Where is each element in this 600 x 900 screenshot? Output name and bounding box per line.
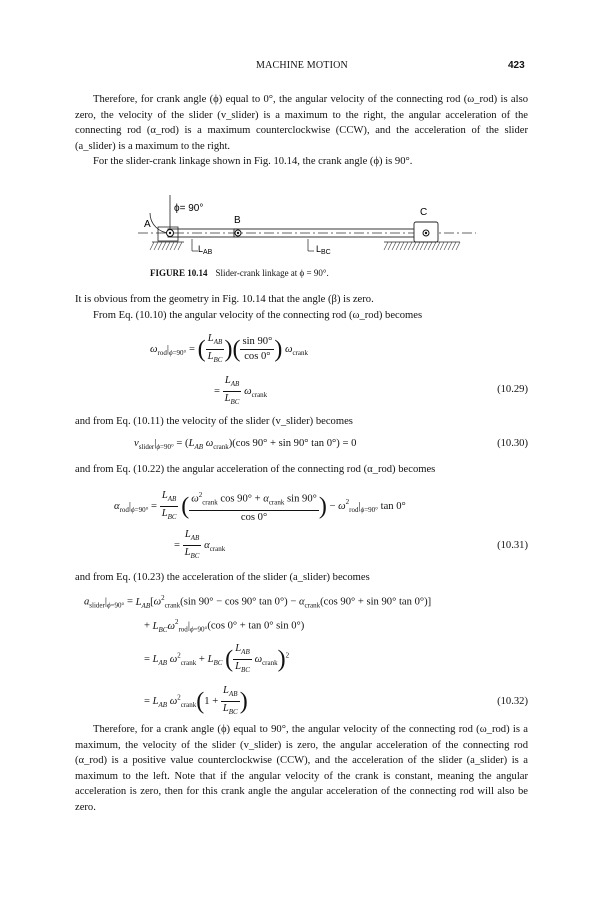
paragraph-8: Therefore, for a crank angle (ϕ) equal to 90°, the angular velocity of the connecting rod (ω_rod) is a maximum, the velocity of the slider (v_slider) is zero, the angular acceleration of the connecting rod (α_rod) is a positive value counterclockwise (CCW), and the acceleration of the slider (a_slider) is a maximum to the left. Note that if the angular velocity of the crank is constant, meaning the angular acceleration is zero, then for this crank angle the angular acceleration of the connecting rod will also be zero.	[75, 724, 528, 813]
label-lab	[192, 239, 213, 256]
label-phi: ϕ= 90°	[174, 203, 204, 214]
label-lbc	[308, 239, 331, 256]
label-c: C	[420, 207, 428, 218]
equation-number-10-32: (10.32)	[497, 696, 528, 707]
equation-number-10-29: (10.29)	[497, 384, 528, 395]
figure-caption	[150, 268, 329, 278]
angle-arc	[150, 213, 170, 233]
figure-slider-crank	[138, 195, 478, 265]
figure-caption-text: Slider-crank linkage at ϕ = 90°.	[215, 268, 329, 278]
equation-a-slider-line2: + $L_{BC}\omega^2_{rod}|_{\phi=90^\circ}(\cos$ 0° + tan 0° sin 0°)	[144, 618, 305, 634]
equation-number-10-30: (10.30)	[497, 438, 528, 449]
label-a: A	[144, 219, 151, 230]
paragraph-4: From Eq. (10.10) the angular velocity of the connecting rod (ω_rod) becomes	[93, 310, 423, 321]
equation-a-slider-line4: = $L_{AB}$ $\omega^2_{crank}(1$ + $\frac{L_{AB}}{L_{BC}}$ )	[144, 685, 248, 717]
equation-omega-rod: $\omega_{rod}|_{\phi=90^\circ}$ = ( $\frac{L_{AB}}{L_{BC}}$ )( $\frac{\sin 90^\circ}{\cos 0^\circ}$ ) $\omega_{crank}$	[150, 333, 308, 365]
equation-v-slider: $v_{slider}|_{\phi=90^\circ} = (L_{AB}$ $\omega_{crank})(\cos$ 90° + sin 90° tan 0°) = 0	[134, 438, 357, 452]
equation-number-10-31: (10.31)	[497, 540, 528, 551]
svg-text:LAB: $L_{AB}$	[198, 244, 213, 256]
page-number: 423	[508, 60, 525, 71]
equation-a-slider-line3: = $L_{AB}$ $\omega^2_{crank} + L_{BC}$ ( $\frac{L_{AB}}{L_{BC}}$ $\omega_{crank})^2$	[144, 643, 290, 675]
equation-omega-rod-result: = $\frac{L_{AB}}{L_{BC}}$ $\omega_{crank}$	[214, 375, 268, 407]
svg-text:LBC: $L_{BC}$	[316, 244, 331, 256]
equation-alpha-rod-result: = $\frac{L_{AB}}{L_{BC}}$ $\alpha_{crank}$	[174, 529, 226, 561]
paragraph-1: Therefore, for crank angle (ϕ) equal to 0°, the angular velocity of the connecting rod (ω_rod) is also zero, the velocity of the slider (v_slider) is a maximum to the right, the angular acceleration of the connecting rod (α_rod) is a maximum counterclockwise (CCW), and the acceleration of the slider (a_slider) is a maximum to the right.	[75, 94, 528, 152]
paragraph-3: It is obvious from the geometry in Fig. 10.14 that the angle (β) is zero.	[75, 294, 374, 305]
paragraph-5: and from Eq. (10.11) the velocity of the slider (v_slider) becomes	[75, 416, 353, 427]
equation-alpha-rod: $\alpha_{rod}|_{\phi=90^\circ}$ = $\frac{L_{AB}}{L_{BC}}$ ( $\frac{\omega^2_{crank} \cos 90^\circ + \alpha_{crank} \sin 90^\circ}{\cos 0^\circ}$ ) − $\omega^2_{rod}|_{\phi=90^\circ}$ tan 0°	[114, 489, 406, 523]
paragraph-6: and from Eq. (10.22) the angular acceleration of the connecting rod (α_rod) becomes	[75, 464, 436, 475]
paragraph-2: For the slider-crank linkage shown in Fig. 10.14, the crank angle (ϕ) is 90°.	[93, 156, 413, 167]
label-b: B	[234, 215, 241, 226]
figure-caption-label: FIGURE 10.14	[150, 268, 208, 278]
running-header-title: MACHINE MOTION	[256, 60, 348, 71]
equation-a-slider-line1: $a_{slider}|_{\phi=90^\circ} = L_{AB}[\omega^2_{crank}(\sin$ 90° − cos 90° $\tan 0^\circ) - \alpha_{crank}(\cos$ 90° + sin 90° tan 0°)]	[84, 594, 432, 610]
paragraph-7: and from Eq. (10.23) the acceleration of the slider (a_slider) becomes	[75, 572, 370, 583]
